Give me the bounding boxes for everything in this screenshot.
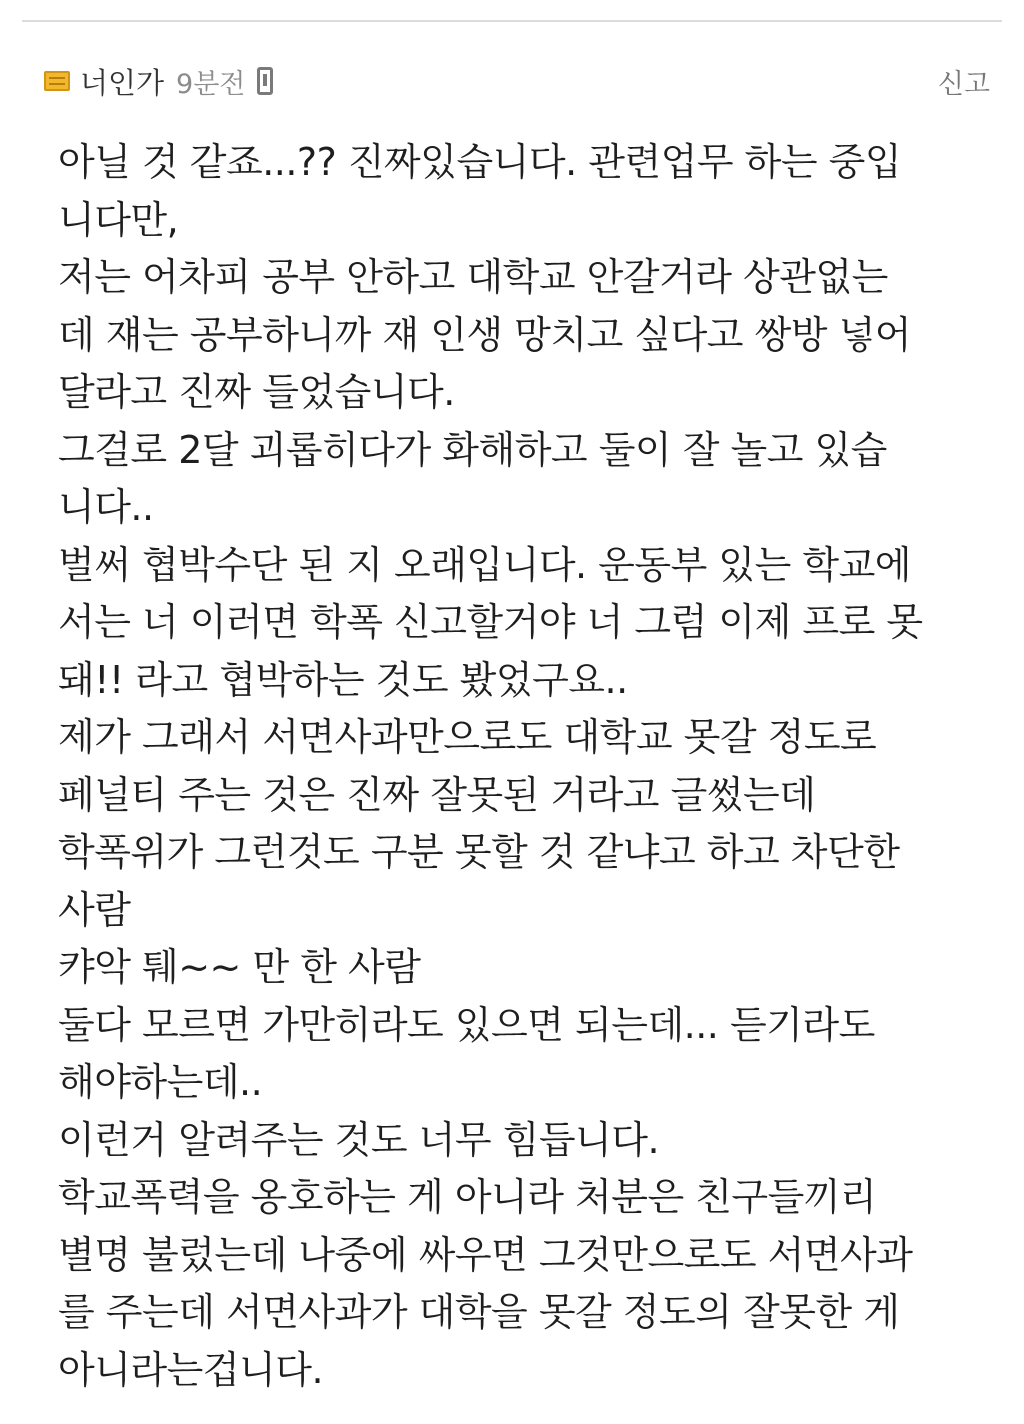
report-button[interactable]: 신고 [937,68,990,100]
comment-line: 아니라는겁니다. [58,1347,324,1392]
comment-line: 둘다 모르면 가만히라도 있으면 되는데... 듣기라도 [58,1002,875,1047]
comment-line: 저는 어차피 공부 안하고 대학교 안갈거라 상관없는 [58,255,888,299]
comment-line: 니다.. [58,485,154,529]
comment-line: 데 쟤는 공부하니까 쟤 인생 망치고 싶다고 쌍방 넣어 [58,312,912,357]
comment-line: 페널티 주는 것은 진짜 잘못된 거라고 글썼는데 [58,772,816,817]
comment-line: 사람 [58,887,131,932]
comment-line: 이런거 알려주는 것도 너무 힘듭니다. [58,1117,660,1162]
level-badge-icon [44,71,70,91]
comment-line: 를 주는데 서면사과가 대학을 못갈 정도의 잘못한 게 [58,1290,900,1334]
comment-line: 서는 너 이러면 학폭 신고할거야 너 그럼 이제 프로 못 [58,600,923,644]
comment-line: 학교폭력을 옹호하는 게 아니라 처분은 친구들끼리 [58,1175,877,1219]
comment-line: 제가 그래서 서면사과만으로도 대학교 못갈 정도로 [58,715,877,759]
comment-timestamp: 9분전 [176,68,246,100]
mobile-icon [257,67,273,95]
comment-line: 아닐 것 같죠...?? 진짜있습니다. 관련업무 하는 중입 [58,140,902,184]
comment-line: 돼!! 라고 협박하는 것도 봤었구요.. [58,657,628,702]
comment-line: 그걸로 2달 괴롭히다가 화해하고 둘이 잘 놀고 있습 [58,427,887,472]
comment-line: 벌써 협박수단 된 지 오래입니다. 운동부 있는 학교에 [58,542,912,587]
comment-line: 별명 불렀는데 나중에 싸우면 그것만으로도 서면사과 [58,1232,913,1277]
comment-line: 캬악 퉤~~ 만 한 사람 [58,945,421,989]
comment-line: 니다만, [58,197,179,242]
comment-body [58,134,998,1399]
comment-line: 학폭위가 그런것도 구분 못할 것 같냐고 하고 차단한 [58,830,900,874]
comment-line: 달라고 진짜 들었습니다. [58,370,455,414]
comment-header [44,58,990,104]
comment-author[interactable]: 너인가 [80,65,165,100]
top-divider [22,20,1002,22]
comment-line: 해야하는데.. [58,1060,263,1104]
